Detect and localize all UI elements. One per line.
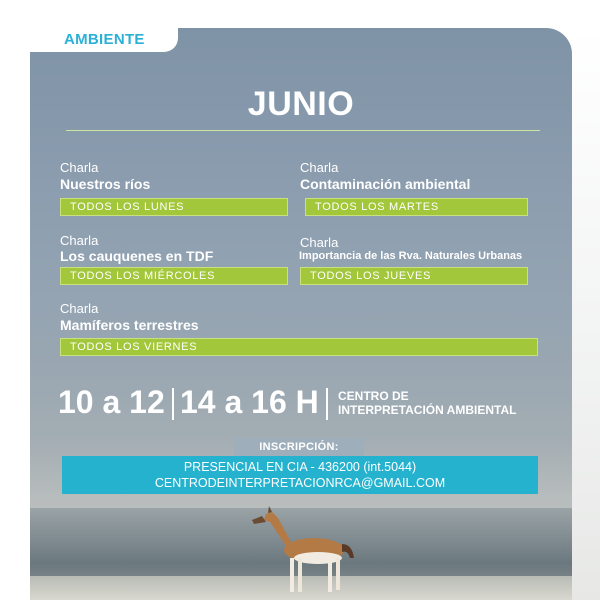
item-kind: Charla <box>300 160 339 175</box>
day-bar: TODOS LOS MIÉRCOLES <box>60 267 288 285</box>
title-divider <box>66 130 540 131</box>
item-title: Contaminación ambiental <box>300 176 471 192</box>
item-kind: Charla <box>60 233 99 248</box>
time-afternoon: 14 a 16 H <box>180 384 319 420</box>
month-title: JUNIO <box>247 85 355 123</box>
item-title: Importancia de las Rva. Naturales Urbanas <box>299 250 523 262</box>
place-label <box>338 389 516 417</box>
place-line-2: INTERPRETACIÓN AMBIENTAL <box>338 403 517 417</box>
inscription-label: INSCRIPCIÓN: <box>234 438 364 456</box>
day-bar: TODOS LOS JUEVES <box>300 267 528 285</box>
time-separator <box>172 388 174 420</box>
item-title: Nuestros ríos <box>60 176 151 192</box>
place-separator <box>326 388 328 420</box>
place-line-1: CENTRO DE <box>338 389 409 403</box>
item-kind: Charla <box>300 235 339 250</box>
item-title: Mamíferos terrestres <box>60 317 199 333</box>
day-bar: TODOS LOS LUNES <box>60 198 288 216</box>
day-bar: TODOS LOS VIERNES <box>60 338 538 356</box>
time-morning: 10 a 12 <box>58 384 165 420</box>
category-tag: AMBIENTE <box>30 28 178 52</box>
day-bar: TODOS LOS MARTES <box>305 198 528 216</box>
item-kind: Charla <box>60 160 99 175</box>
side-strip <box>572 28 600 600</box>
item-title: Los cauquenes en TDF <box>60 248 214 264</box>
inscription-box <box>62 456 538 494</box>
item-kind: Charla <box>60 301 99 316</box>
inscription-email: CENTRODEINTERPRETACIONRCA@GMAIL.COM <box>154 476 446 490</box>
inscription-phone: PRESENCIAL EN CIA - 436200 (int.5044) <box>183 460 417 474</box>
guanaco-illustration <box>240 500 370 600</box>
